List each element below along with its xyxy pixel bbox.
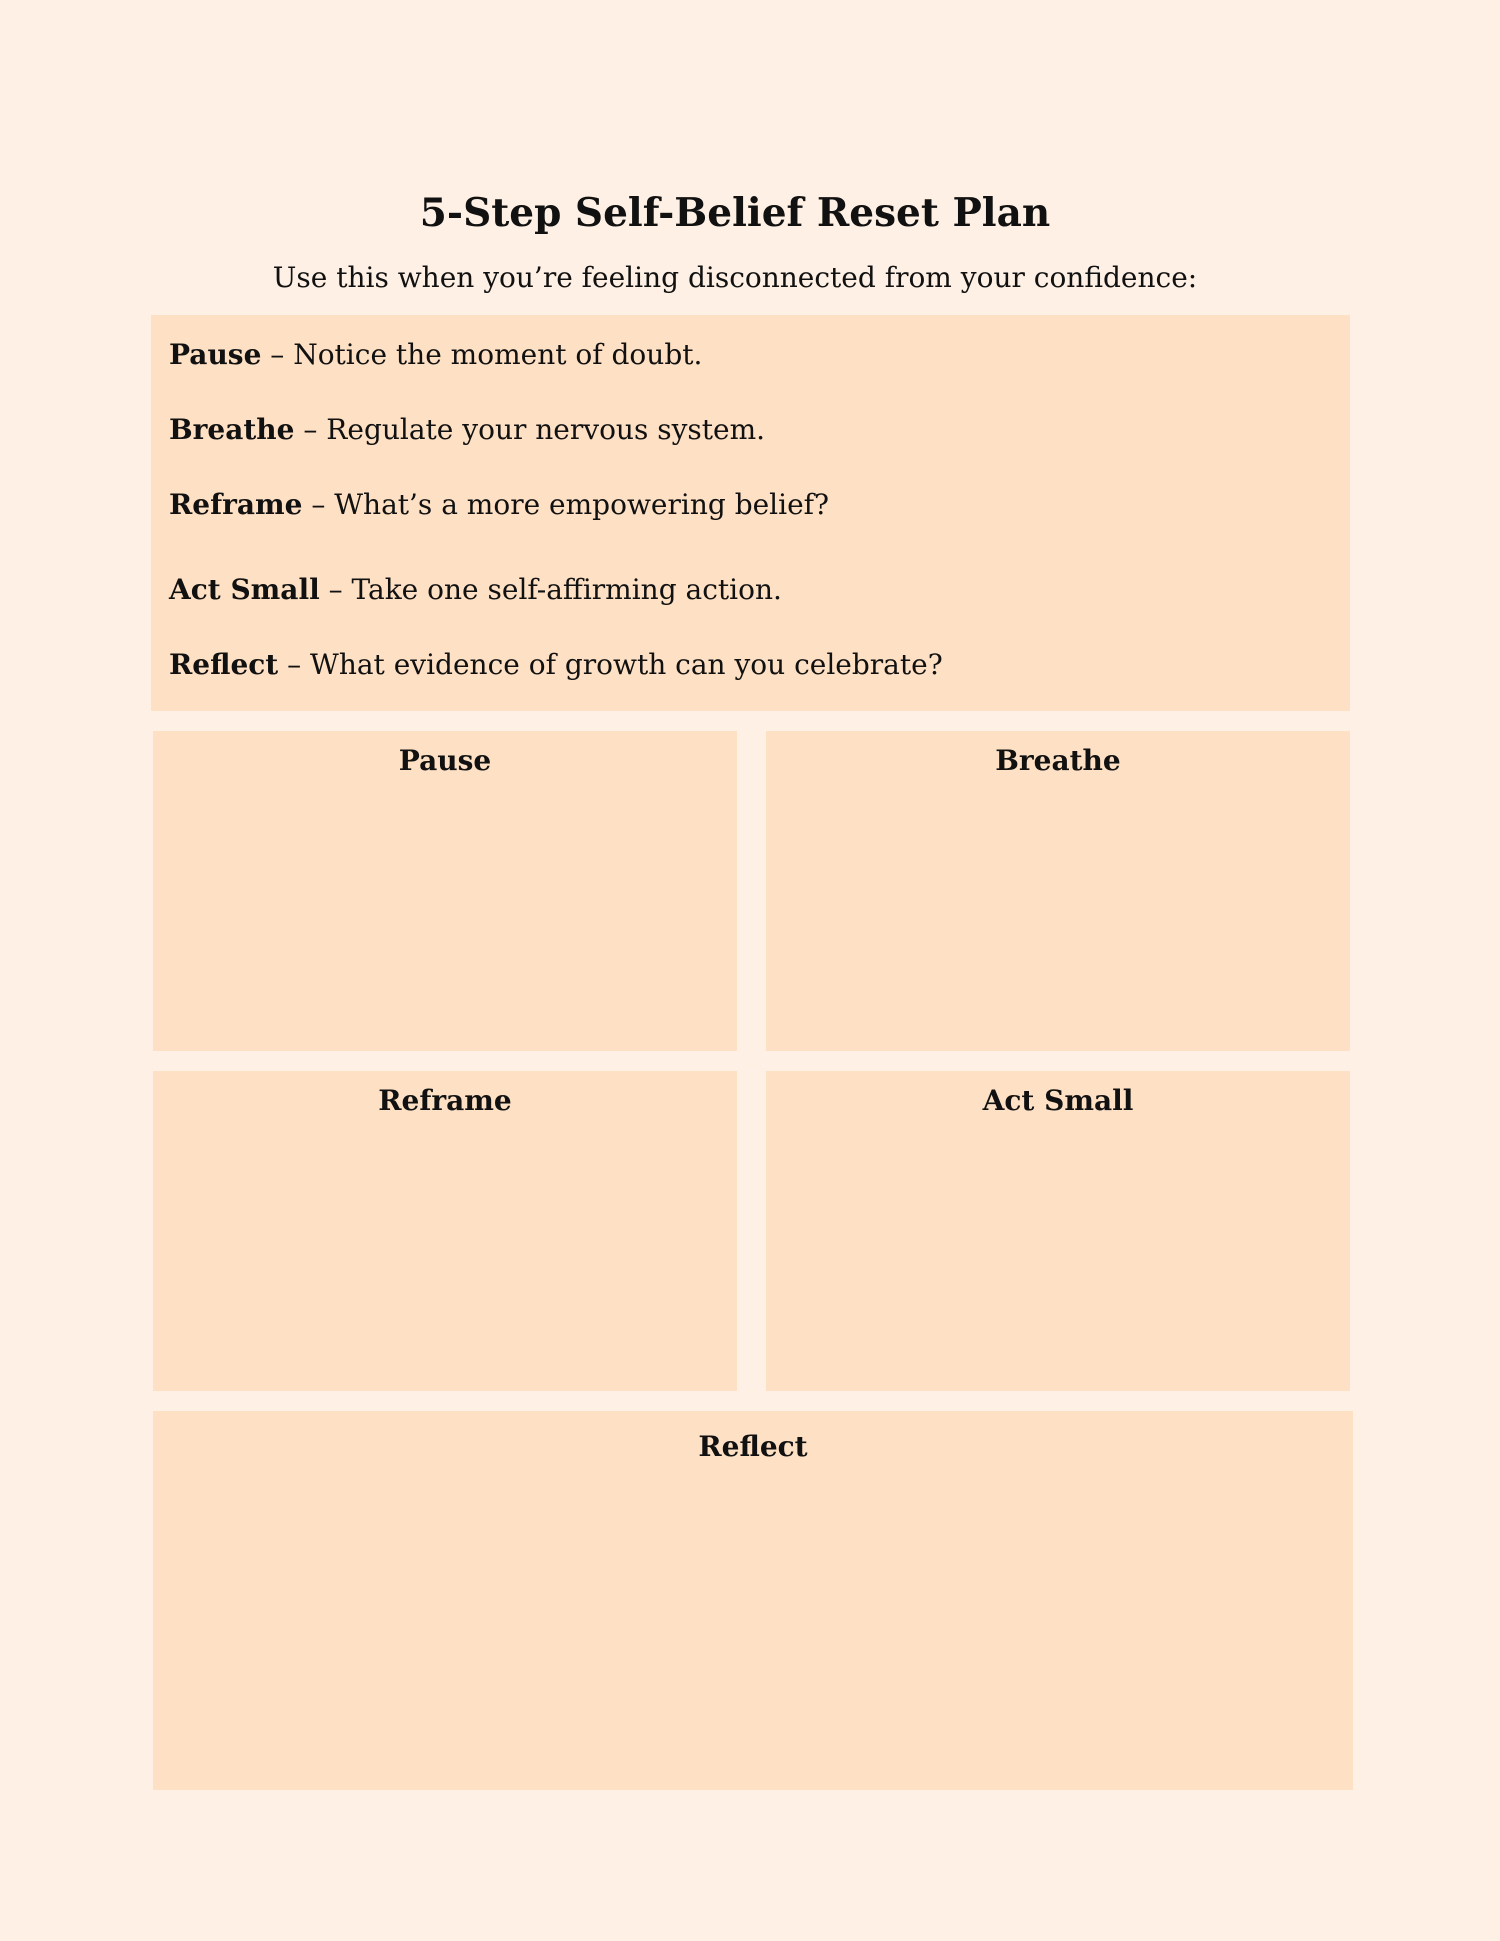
step-description: – Take one self-affirming action. [319, 573, 782, 606]
step-name: Breathe [169, 413, 295, 446]
step-description: – What’s a more empowering belief? [302, 488, 830, 521]
step-reframe [169, 487, 829, 523]
breathe-writing-area[interactable] [766, 731, 1350, 1051]
step-description: – Regulate your nervous system. [294, 413, 766, 446]
act-small-writing-area[interactable] [766, 1071, 1350, 1391]
step-description: – Notice the moment of doubt. [261, 338, 703, 371]
page-subtitle: Use this when you’re feeling disconnected from your confidence: [272, 261, 1198, 294]
step-description: – What evidence of growth can you celebrate? [278, 648, 943, 681]
step-name: Act Small [169, 573, 320, 606]
box-title-reflect: Reflect [698, 1430, 808, 1463]
step-reflect [169, 647, 943, 683]
step-act-small [169, 572, 782, 608]
pause-writing-area[interactable] [153, 731, 737, 1051]
step-name: Reflect [169, 648, 279, 681]
reframe-writing-area[interactable] [153, 1071, 737, 1391]
box-title-pause: Pause [398, 744, 492, 777]
reflect-writing-area[interactable] [153, 1411, 1353, 1790]
box-title-act-small: Act Small [982, 1084, 1134, 1117]
step-breathe [169, 412, 765, 448]
step-pause [169, 337, 702, 373]
steps-panel [151, 315, 1350, 711]
box-title-breathe: Breathe [995, 744, 1121, 777]
step-name: Pause [169, 338, 262, 371]
page-title: 5-Step Self-Belief Reset Plan [419, 190, 1051, 236]
step-name: Reframe [169, 488, 303, 521]
box-title-reframe: Reframe [378, 1084, 512, 1117]
